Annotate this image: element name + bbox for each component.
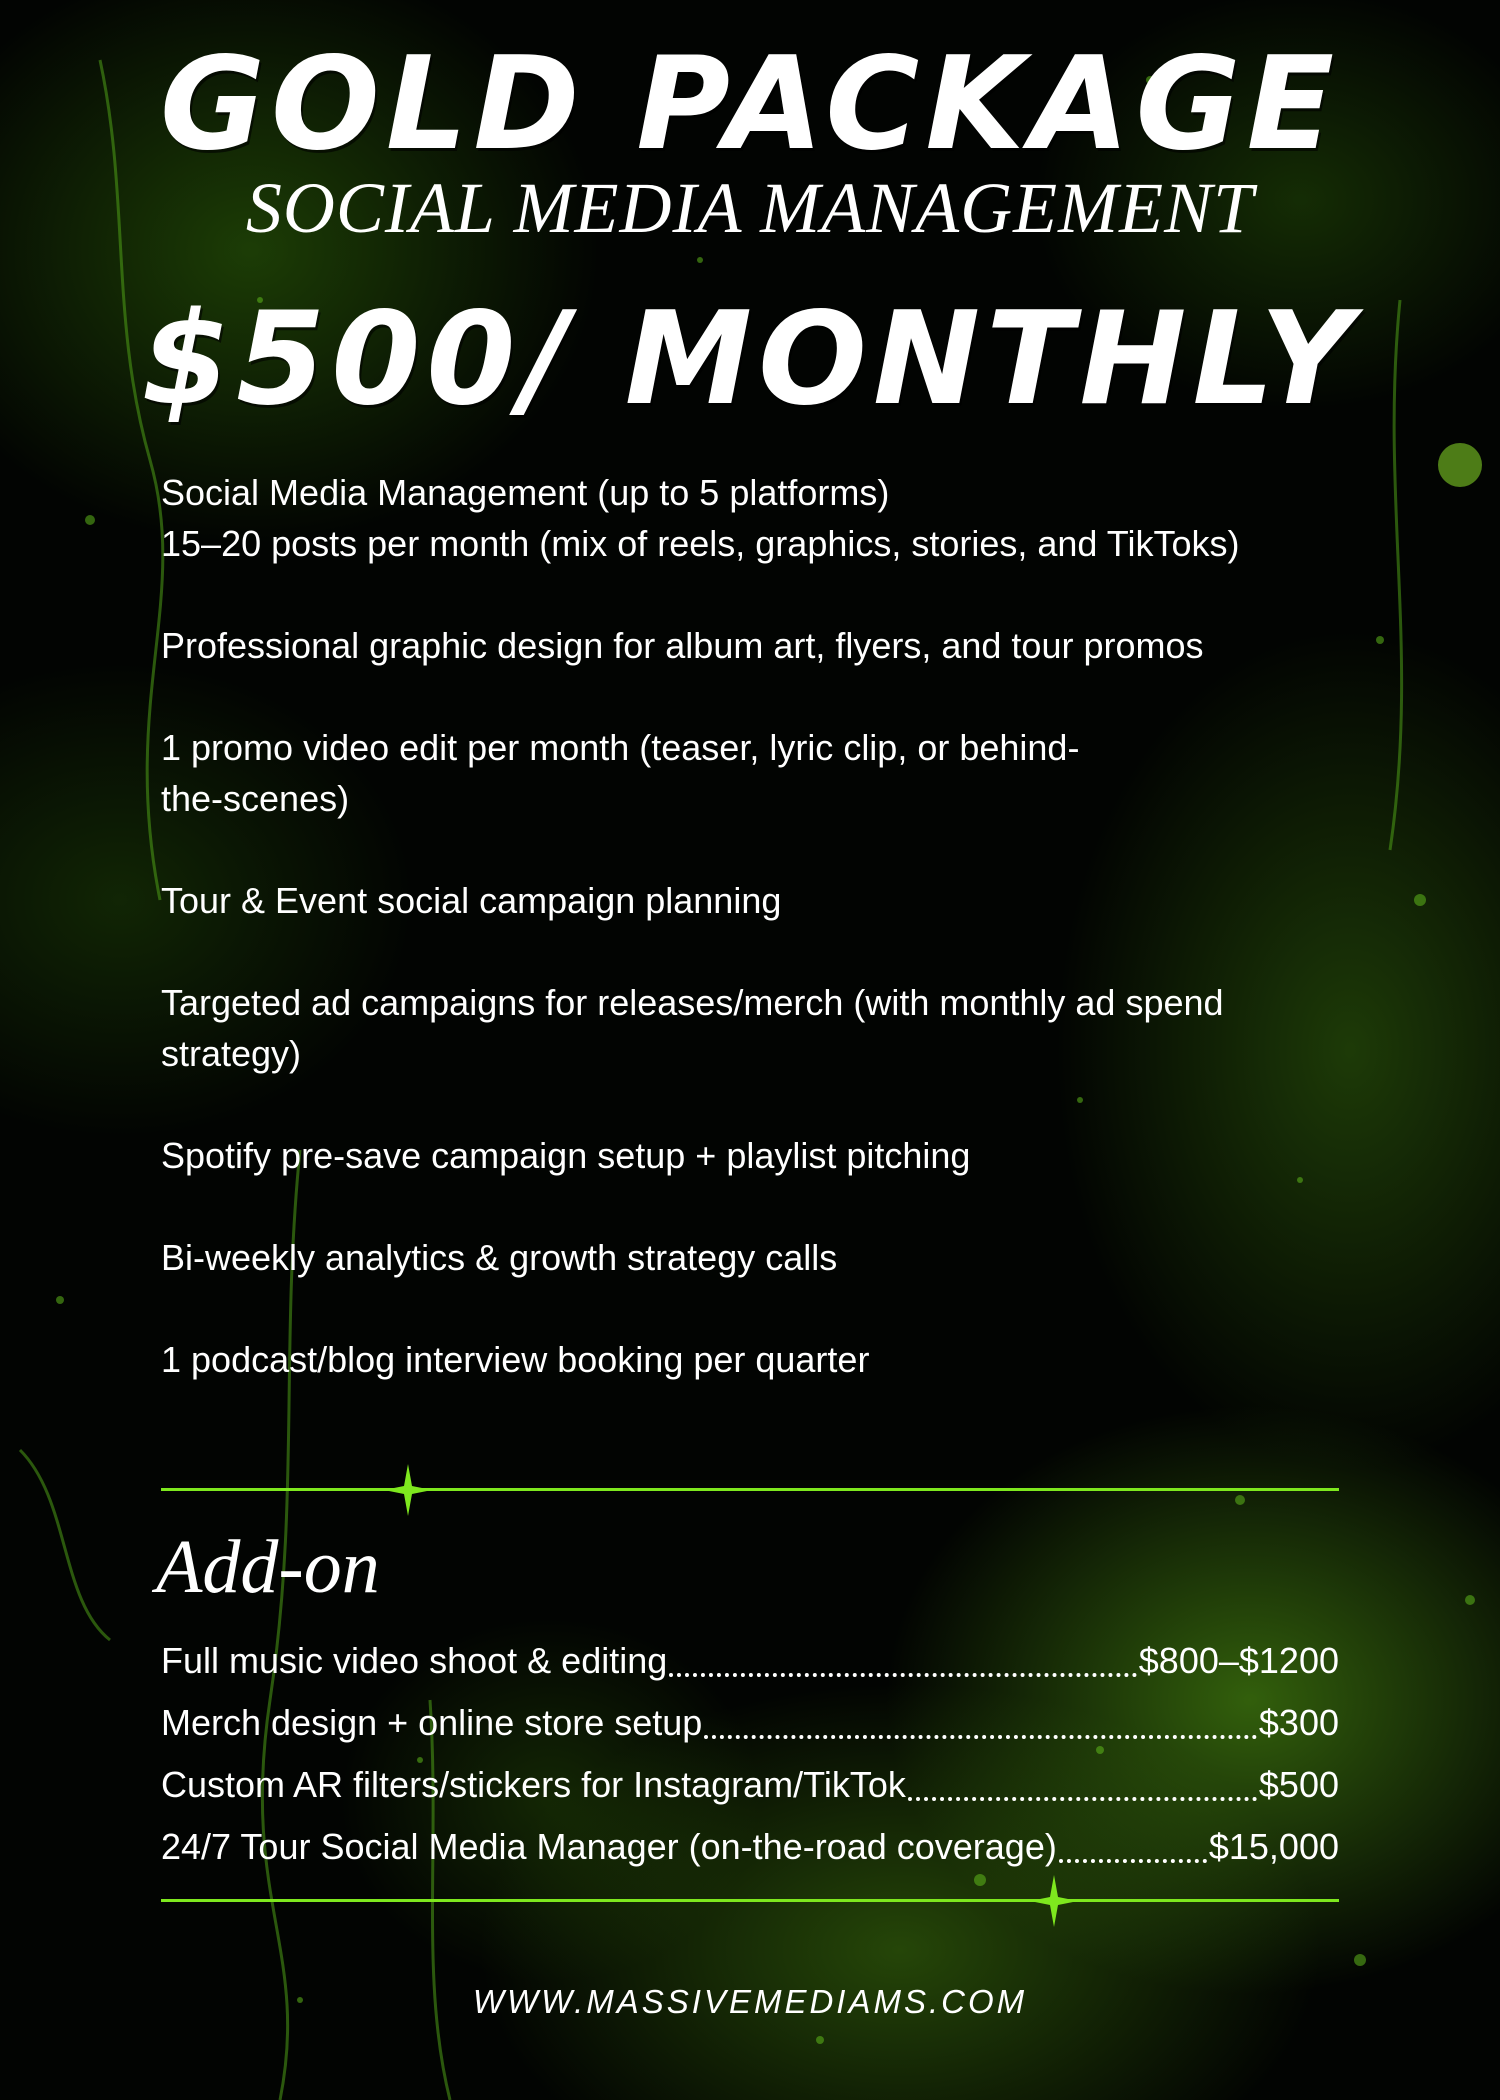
- addon-heading: Add-on: [156, 1525, 380, 1609]
- addon-price: $500: [1258, 1764, 1339, 1805]
- addon-name: 24/7 Tour Social Media Manager (on-the-road coverage): [161, 1826, 1057, 1867]
- feature-item: [161, 1232, 1361, 1283]
- addon-list: [161, 1630, 1339, 1878]
- addon-price: $300: [1258, 1702, 1339, 1743]
- feature-item: [161, 467, 1361, 569]
- divider-top: [161, 1488, 1339, 1491]
- feature-text: Professional graphic design for album art, flyers, and tour promos: [161, 625, 1204, 666]
- addon-name: Custom AR filters/stickers for Instagram/TikTok: [161, 1764, 906, 1805]
- feature-text: Spotify pre-save campaign setup + playlist pitching: [161, 1135, 971, 1176]
- feature-item: [161, 620, 1361, 671]
- addon-price: $800–$1200: [1138, 1640, 1339, 1681]
- website-link[interactable]: WWW.MASSIVEMEDIAMS.COM: [472, 1983, 1028, 2020]
- feature-item: [161, 722, 1081, 824]
- dot-leader: [908, 1797, 1257, 1801]
- dot-leader: [704, 1735, 1257, 1739]
- feature-item: [161, 875, 1361, 926]
- addon-row: [161, 1630, 1339, 1692]
- package-price: $500/ MONTHLY: [141, 285, 1359, 434]
- feature-list: [161, 467, 1361, 1385]
- sparkle-icon: [1030, 1875, 1078, 1927]
- feature-item: [161, 977, 1241, 1079]
- feature-item: [161, 1130, 1361, 1181]
- addon-name: Merch design + online store setup: [161, 1702, 703, 1743]
- addon-row: [161, 1754, 1339, 1816]
- dot-leader: [1059, 1859, 1207, 1863]
- package-subtitle: SOCIAL MEDIA MANAGEMENT: [245, 168, 1255, 248]
- dot-leader: [669, 1673, 1137, 1677]
- feature-text: 1 podcast/blog interview booking per quarter: [161, 1339, 870, 1380]
- addon-name: Full music video shoot & editing: [161, 1640, 668, 1681]
- feature-text: Targeted ad campaigns for releases/merch (with monthly ad spend strategy): [161, 982, 1224, 1074]
- package-title: GOLD PACKAGE: [159, 30, 1341, 179]
- feature-text: Social Media Management (up to 5 platforms) 15–20 posts per month (mix of reels, graphics, stories, and TikToks): [161, 472, 1240, 564]
- addon-price: $15,000: [1208, 1826, 1339, 1867]
- feature-item: [161, 1334, 1361, 1385]
- addon-row: [161, 1816, 1339, 1878]
- divider-bottom: [161, 1899, 1339, 1902]
- addon-row: [161, 1692, 1339, 1754]
- feature-text: 1 promo video edit per month (teaser, lyric clip, or behind-the-scenes): [161, 727, 1080, 819]
- feature-text: Bi-weekly analytics & growth strategy calls: [161, 1237, 838, 1278]
- sparkle-icon: [384, 1464, 432, 1516]
- feature-text: Tour & Event social campaign planning: [161, 880, 782, 921]
